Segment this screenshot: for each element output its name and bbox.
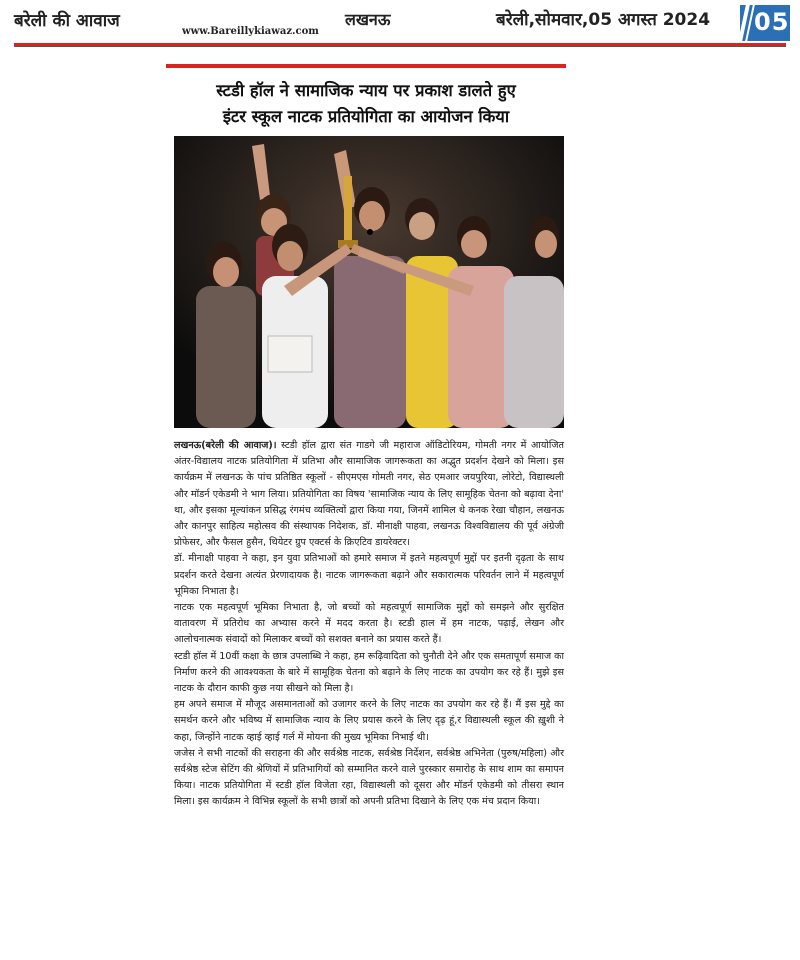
- article-body: [174, 438, 564, 811]
- paragraph-3: नाटक एक महत्वपूर्ण भूमिका निभाता है, जो बच्चों को महत्वपूर्ण सामाजिक मुद्दों को समझने और सुरक्षित वातावरण में प्रतिरोध का अभ्यास करने में मदद करता है। स्टडी हाल में हम नाटक, पढ़ाई, लेखन और आलोचनात्मक संवादों को मिलाकर बच्चों को सशक्त बनाने का प्रयास करते हैं।: [174, 602, 564, 646]
- page-number-badge: [740, 5, 790, 41]
- paragraph-2: डॉ. मीनाक्षी पाहवा ने कहा, इन युवा प्रतिभाओं को हमारे समाज में इतने महत्वपूर्ण मुद्दों पर इतनी दृढ़ता के साथ प्रदर्शन करते देखना अत्यंत प्रेरणादायक है। नाटक जागरूकता बढ़ाने और सकारात्मक परिवर्तन लाने में महत्वपूर्ण भूमिका निभाता है।: [174, 553, 564, 597]
- issue-dateline: बरेली,सोमवार,05 अगस्त 2024: [496, 10, 711, 30]
- masthead: [0, 0, 800, 52]
- paragraph-6: जजेस ने सभी नाटकों की सराहना की और सर्वश्रेष्ठ नाटक, सर्वश्रेष्ठ निर्देशन, सर्वश्रेष्ठ अभिनेता (पुरुष/महिला) और सर्वश्रेष्ठ स्टेज सेटिंग की श्रेणियों में प्रतिभागियों को सम्मानित करने वाले पुरस्कार समारोह के साथ शाम का समापन किया। नाटक प्रतियोगिता में स्टडी हॉल विजेता रहा, विद्यास्थली को दूसरा और मॉडर्न एकेडमी को तीसरा स्थान मिला। इस कार्यक्रम ने विभिन्न स्कूलों के सभी छात्रों को अपनी प्रतिभा दिखाने के लिए एक मंच प्रदान किया।: [174, 747, 564, 808]
- stage-group-photo: [174, 136, 564, 428]
- headline-line-2: इंटर स्कूल नाटक प्रतियोगिता का आयोजन किया: [222, 107, 510, 126]
- article-top-rule: [166, 64, 566, 68]
- paragraph-1: [174, 438, 564, 551]
- article-photo: [174, 136, 564, 428]
- article-headline: [166, 78, 566, 130]
- paragraph-1-text: स्टडी हॉल द्वारा संत गाडगे जी महाराज ऑडिटोरियम, गोमती नगर में आयोजित अंतर-विद्यालय नाटक प्रतियोगिता में प्रतिभा और सामाजिक जागरूकता का अद्भुत प्रदर्शन देखने को मिला। इस कार्यक्रम में लखनऊ के पांच प्रतिष्ठित स्कूलों - सीएमएस गोमती नगर, सेठ एमआर जयपुरिया, लोरेटो, विद्यास्थली और मॉडर्न एकेडमी ने भाग लिया। प्रतियोगिता का विषय 'सामाजिक न्याय के लिए सामूहिक चेतना को बढ़ावा देना' था, और इसका मूल्यांकन प्रसिद्ध रंगमंच व्यक्तित्वों द्वारा किया गया, जिनमें शामिल थे कनक रेखा चौहान, लखनऊ और कानपुर साहित्य महोत्सव की संस्थापक निदेशक, डॉ. मीनाक्षी पाहवा, लखनऊ विश्वविद्यालय की पूर्व अंग्रेजी प्रोफेसर, और फैसल हुसैन, थियेटर ग्रुप एक्टर्स के क्रिएटिव डायरेक्टर।: [174, 440, 564, 549]
- newspaper-name: बरेली की आवाज: [14, 11, 120, 31]
- article-dateline: लखनऊ(बरेली की आवाज)।: [174, 440, 277, 451]
- paragraph-4: स्टडी हॉल में 10वीं कक्षा के छात्र उपलाब्धि ने कहा, हम रूढ़िवादिता को चुनौती देने और एक समतापूर्ण समाज का निर्माण करने की आवश्यकता के बारे में सामूहिक चेतना को बढ़ाने के लिए नाटक का उपयोग कर रहे हैं। मुझे इस नाटक के दौरान काफी कुछ नया सीखने को मिला है।: [174, 650, 564, 695]
- article: [166, 62, 571, 912]
- edition-city: लखनऊ: [345, 10, 391, 29]
- website-url[interactable]: www.Bareillykiawaz.com: [182, 26, 319, 37]
- paragraph-5: हम अपने समाज में मौजूद असमानताओं को उजागर करने के लिए नाटक का उपयोग कर रहे हैं। मैं इस मुद्दे का समर्थन करने और भविष्य में सामाजिक न्याय के लिए प्रयास करने के लिए दृढ़ हूं,र विद्यास्थली स्कूल की ख़ुशी ने कहा, जिन्होंने नाटक व्हाई व्हाई गर्ल में मोयना की मुख्य भूमिका निभाई थी।: [174, 699, 564, 743]
- page-number: 05: [754, 8, 790, 36]
- headline-line-1: स्टडी हॉल ने सामाजिक न्याय पर प्रकाश डालते हुए: [216, 81, 516, 100]
- masthead-dark-rule: [14, 46, 786, 47]
